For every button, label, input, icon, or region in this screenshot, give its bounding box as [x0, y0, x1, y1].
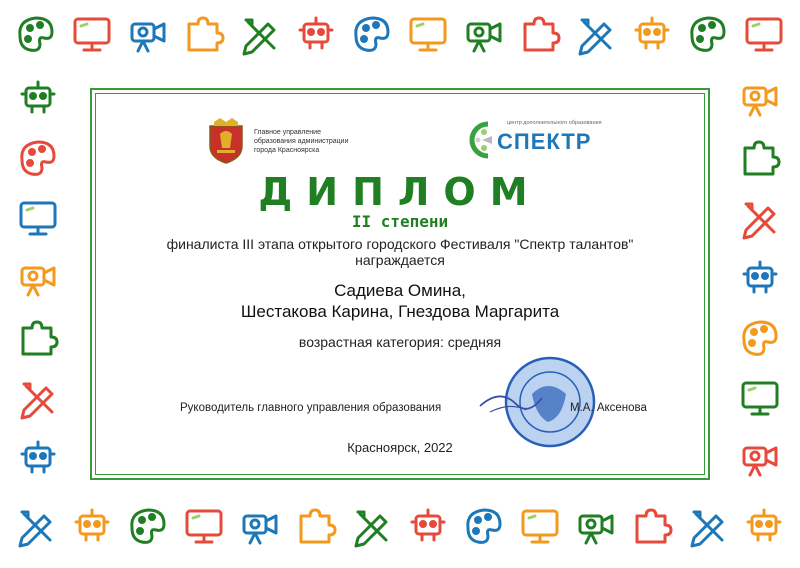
camera-icon: [468, 24, 500, 51]
city-year: Красноярск, 2022: [347, 440, 453, 455]
monitor-icon: [743, 383, 777, 414]
diploma-title: ДИПЛОМ: [258, 170, 542, 214]
camera-icon: [132, 24, 164, 51]
robot-icon: [22, 82, 54, 112]
age-category: возрастная категория: средняя: [298, 334, 502, 350]
pencil-icon: [20, 512, 50, 546]
monitor-icon: [523, 511, 557, 542]
robot-icon: [412, 510, 444, 540]
diploma-degree: II степени: [351, 212, 449, 231]
puzzle-icon: [525, 18, 559, 50]
finalist-line: финалиста III этапа открытого городского Фестиваля "Спектр талантов": [166, 236, 634, 252]
puzzle-icon: [637, 510, 671, 542]
monitor-icon: [411, 19, 445, 50]
recipient-names: [0, 280, 800, 322]
monitor-icon: [75, 19, 109, 50]
recipient-name: Шестакова Карина, Гнездова Маргарита: [240, 302, 560, 321]
signature-name: М.А. Аксенова: [570, 402, 647, 414]
palette-icon: [692, 18, 724, 50]
palette-icon: [356, 18, 388, 50]
pencil-icon: [692, 512, 722, 546]
pencil-icon: [22, 384, 52, 418]
monitor-icon: [747, 19, 781, 50]
puzzle-icon: [301, 510, 335, 542]
robot-icon: [636, 18, 668, 48]
awarded-line: награждается: [355, 252, 445, 268]
pencil-icon: [580, 20, 610, 54]
camera-icon: [244, 516, 276, 543]
recipient-name: Садиева Омина,: [334, 281, 466, 300]
palette-icon: [20, 18, 52, 50]
krasnoyarsk-crest-icon: [206, 118, 246, 164]
palette-icon: [468, 510, 500, 542]
pencil-icon: [356, 512, 386, 546]
palette-icon: [132, 510, 164, 542]
gov-line: Главное управление: [254, 129, 321, 136]
robot-icon: [300, 18, 332, 48]
spektr-subtitle: центр дополнительного образования: [507, 120, 602, 126]
robot-icon: [748, 510, 780, 540]
signature-position: Руководитель главного управления образования: [180, 402, 442, 414]
pencil-icon: [244, 20, 274, 54]
palette-icon: [22, 142, 54, 174]
monitor-icon: [187, 511, 221, 542]
puzzle-icon: [189, 18, 223, 50]
robot-icon: [76, 510, 108, 540]
puzzle-icon: [745, 142, 779, 174]
camera-icon: [580, 516, 612, 543]
camera-icon: [744, 88, 776, 115]
gov-line: образования администрации: [254, 138, 349, 145]
gov-department-text: [254, 128, 394, 155]
gov-line: города Красноярска: [254, 147, 320, 154]
spektr-name: СПЕКТР: [497, 129, 592, 154]
